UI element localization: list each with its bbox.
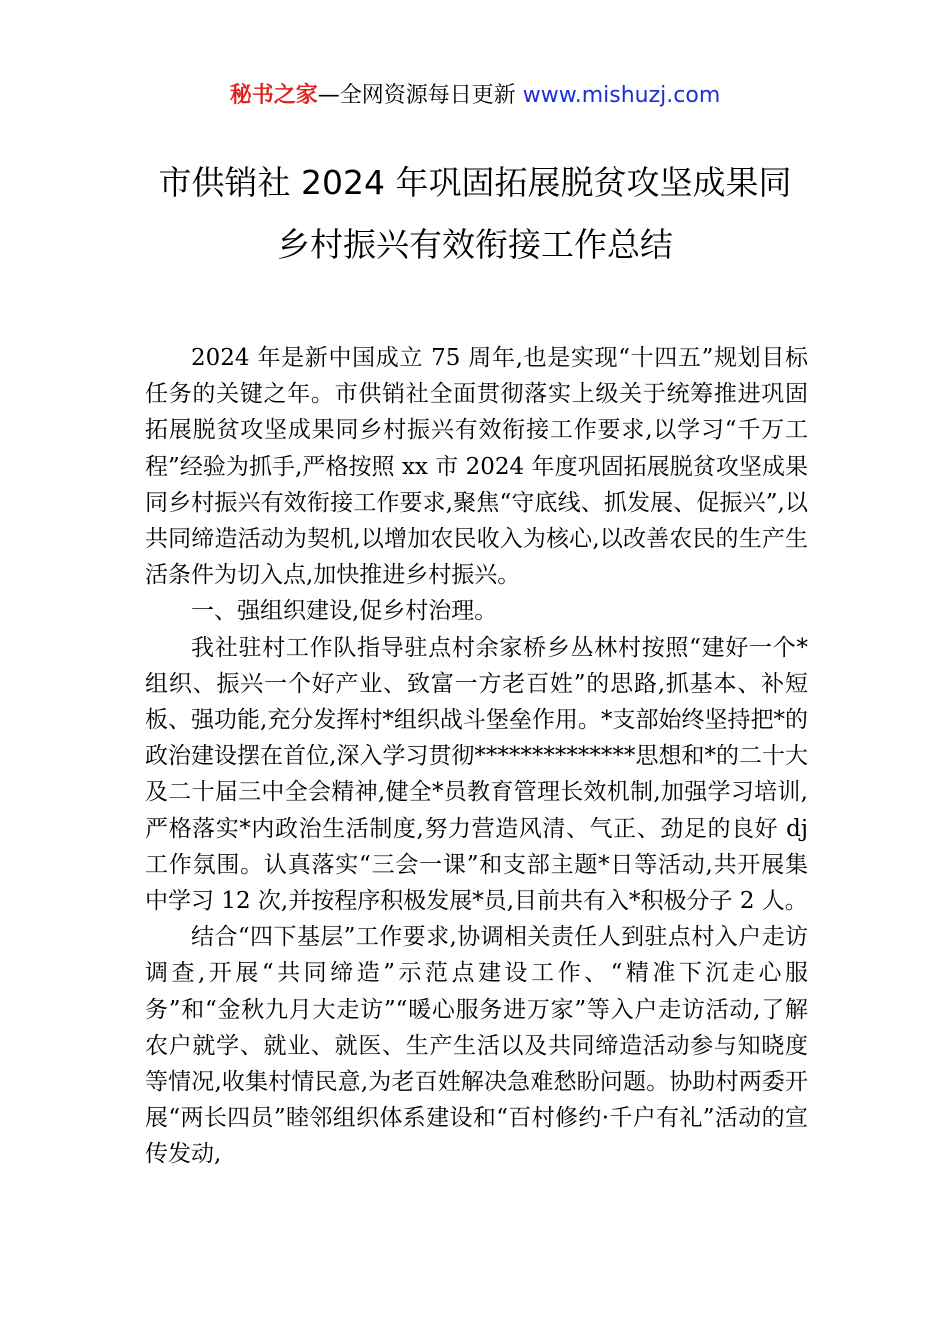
intro-paragraph: 2024 年是新中国成立 75 周年,也是实现“十四五”规划目标任务的关键之年。市供销社全面贯彻落实上级关于统筹推进巩固拓展脱贫攻坚成果同乡村振兴有效衔接工作要求,以学习“千万工程”经验为抓手,严格按照 xx 市 2024 年度巩固拓展脱贫攻坚成果同乡村振兴有效衔接工作要求,聚焦“守底线、抓发展、促振兴”,以共同缔造活动为契机,以增加农民收入为核心,以改善农民的生产生活条件为切入点,加快推进乡村振兴。	[145, 345, 808, 589]
body-paragraph: 我社驻村工作队指导驻点村余家桥乡丛林村按照“建好一个*组织、振兴一个好产业、致富一方老百姓”的思路,抓基本、补短板、强功能,充分发挥村*组织战斗堡垒作用。*支部始终坚持把*的政治建设摆在首位,深入学习贯彻**************思想和*的二十大及二十届三中全会精神,健全*员教育管理长效机制,加强学习培训,严格落实*内政治生活制度,努力营造风清、气正、劲足的良好 dj 工作氛围。认真落实“三会一课”和支部主题*日等活动,共开展集中学习 12 次,并按程序积极发展*员,目前共有入*积极分子 2 人。	[145, 634, 808, 915]
document-title	[100, 152, 850, 276]
site-brand: 秘书之家	[229, 83, 318, 108]
section-heading-1: 一、强组织建设,促乡村治理。	[191, 598, 498, 625]
title-line-1: 市供销社 2024 年巩固拓展脱贫攻坚成果同	[158, 163, 792, 202]
site-header	[0, 80, 950, 112]
site-url[interactable]: www.mishuzj.com	[522, 83, 721, 108]
site-tagline: —全网资源每日更新	[317, 83, 523, 108]
body-paragraph: 结合“四下基层”工作要求,协调相关责任人到驻点村入户走访调查,开展“共同缔造”示范点建设工作、“精准下沉走心服务”和“金秋九月大走访”“暖心服务进万家”等入户走访活动,了解农户就学、就业、就医、生产生活以及共同缔造活动参与知晓度等情况,收集村情民意,为老百姓解决急难愁盼问题。协助村两委开展“两长四员”睦邻组织体系建设和“百村修约·千户有礼”活动的宣传发动,	[145, 924, 808, 1168]
title-line-2: 乡村振兴有效衔接工作总结	[277, 225, 673, 264]
document-body	[145, 340, 808, 1173]
